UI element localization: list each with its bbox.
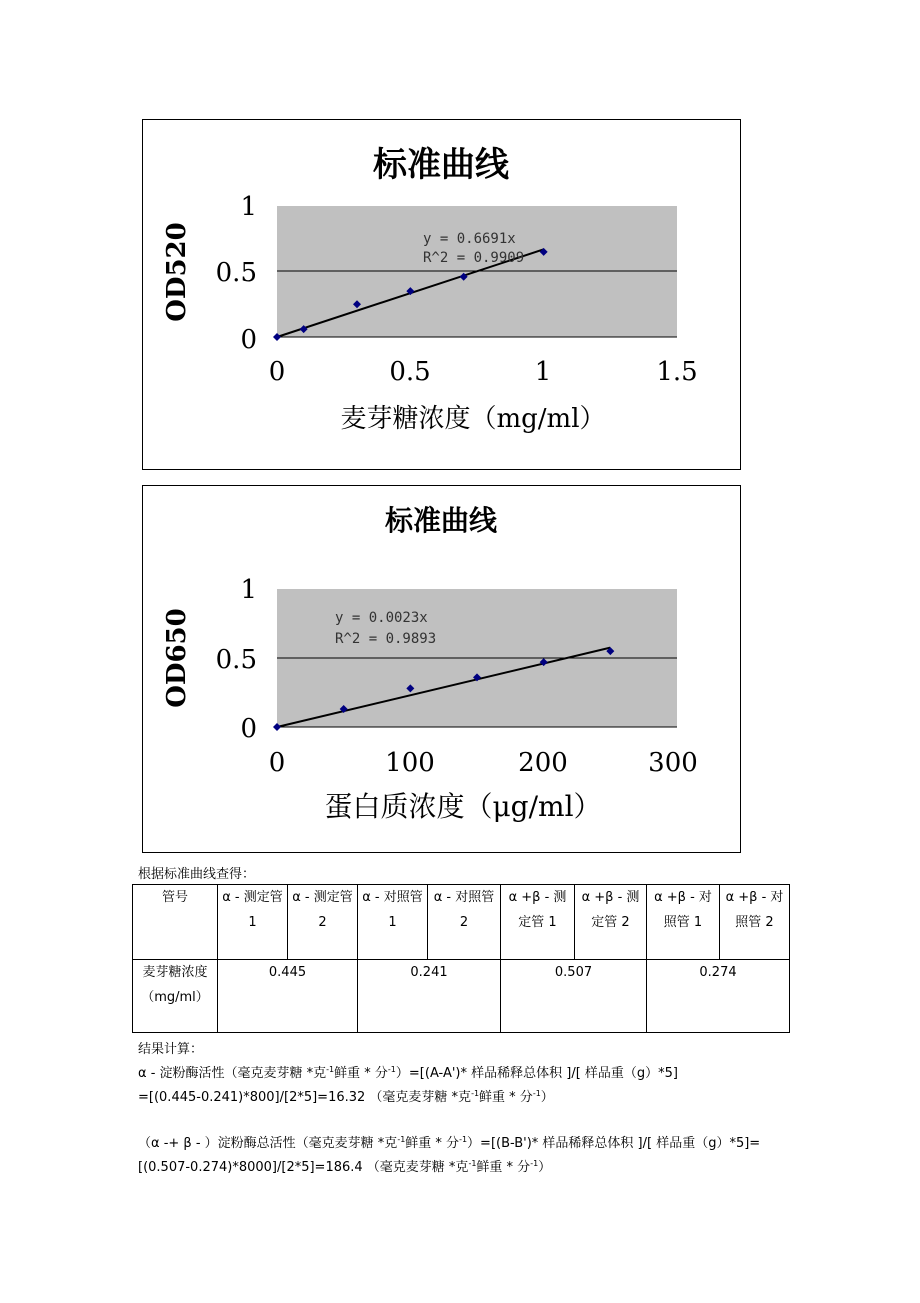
value-cell: 0.445 <box>218 960 358 1033</box>
value-cell: 0.507 <box>501 960 647 1033</box>
table-header-row <box>133 885 790 960</box>
header-cell: α +β - 测定管 1 <box>501 885 575 960</box>
y-tick-label: 0.5 <box>215 645 257 675</box>
trend-equation: y = 0.0023x <box>335 610 428 626</box>
maltose-standard-curve-chart <box>142 119 741 470</box>
y-axis-label: OD520 <box>162 222 192 322</box>
x-axis-label: 蛋白质浓度（μg/ml） <box>324 790 602 823</box>
x-tick-label: 100 <box>385 748 435 778</box>
x-tick-label: 0 <box>268 357 286 387</box>
alpha-activity-formula: α - 淀粉酶活性（毫克麦芽糖 *克$^{-1}$鲜重 * 分$^{-1}$）=[(A-A')* 样品稀释总体积 ]/[ 样品重（g）*5] <box>138 1065 679 1081</box>
trend-r-squared: R^2 = 0.9893 <box>335 631 437 647</box>
total-activity-formula: （α -+ β - ）淀粉酶总活性（毫克麦芽糖 *克$^{-1}$鲜重 * 分$^{-1}$）=[(B-B')* 样品稀释总体积 ]/[ 样品重（g）*5]=[(0.507-0.274)*8000]/[2*5]=186.4 （毫克麦芽糖 *克$^{-1}$鲜重 * 分$^{-1}$） <box>138 1135 761 1175</box>
y-tick-label: 0 <box>240 714 257 744</box>
row-label: 麦芽糖浓度（mg/ml） <box>133 960 218 1033</box>
header-cell: α - 测定管 2 <box>288 885 358 960</box>
y-ticks <box>216 575 257 744</box>
alpha-activity-result: =[(0.445-0.241)*800]/[2*5]=16.32 （毫克麦芽糖 *克$^{-1}$鲜重 * 分$^{-1}$） <box>138 1089 554 1105</box>
x-axis-label: 麦芽糖浓度（mg/ml） <box>340 404 606 434</box>
header-cell: α - 测定管 1 <box>218 885 288 960</box>
y-tick-label: 1 <box>240 192 257 222</box>
header-cell: α - 对照管 1 <box>358 885 428 960</box>
x-ticks <box>269 748 698 778</box>
x-tick-label: 1.5 <box>656 357 698 387</box>
header-cell: α +β - 测定管 2 <box>575 885 647 960</box>
x-tick-label: 200 <box>518 748 568 778</box>
results-section <box>138 1038 788 1180</box>
header-cell: α +β - 对照管 1 <box>647 885 720 960</box>
value-cell: 0.241 <box>358 960 501 1033</box>
x-tick-label: 1 <box>534 357 552 387</box>
chart-title: 标准曲线 <box>373 145 509 185</box>
maltose-table <box>132 884 790 1033</box>
trend-equation: y = 0.6691x <box>423 231 516 247</box>
x-ticks <box>269 357 698 387</box>
table-caption: 根据标准曲线查得： <box>138 867 256 882</box>
y-ticks <box>216 192 257 355</box>
chart-title: 标准曲线 <box>384 504 498 537</box>
header-cell: α +β - 对照管 2 <box>720 885 790 960</box>
y-tick-label: 1 <box>240 575 257 605</box>
value-cell: 0.274 <box>647 960 790 1033</box>
header-cell: α - 对照管 2 <box>428 885 501 960</box>
header-cell: 管号 <box>133 885 218 960</box>
protein-standard-curve-chart <box>142 485 741 853</box>
y-axis-label: OD650 <box>162 608 192 708</box>
y-tick-label: 0 <box>240 325 257 355</box>
x-tick-label: 300 <box>648 748 698 778</box>
table-row <box>133 960 790 1033</box>
y-tick-label: 0.5 <box>215 258 257 288</box>
trend-r-squared: R^2 = 0.9909 <box>423 250 525 266</box>
x-tick-label: 0 <box>268 748 286 778</box>
results-heading: 结果计算： <box>138 1042 204 1057</box>
x-tick-label: 0.5 <box>389 357 431 387</box>
